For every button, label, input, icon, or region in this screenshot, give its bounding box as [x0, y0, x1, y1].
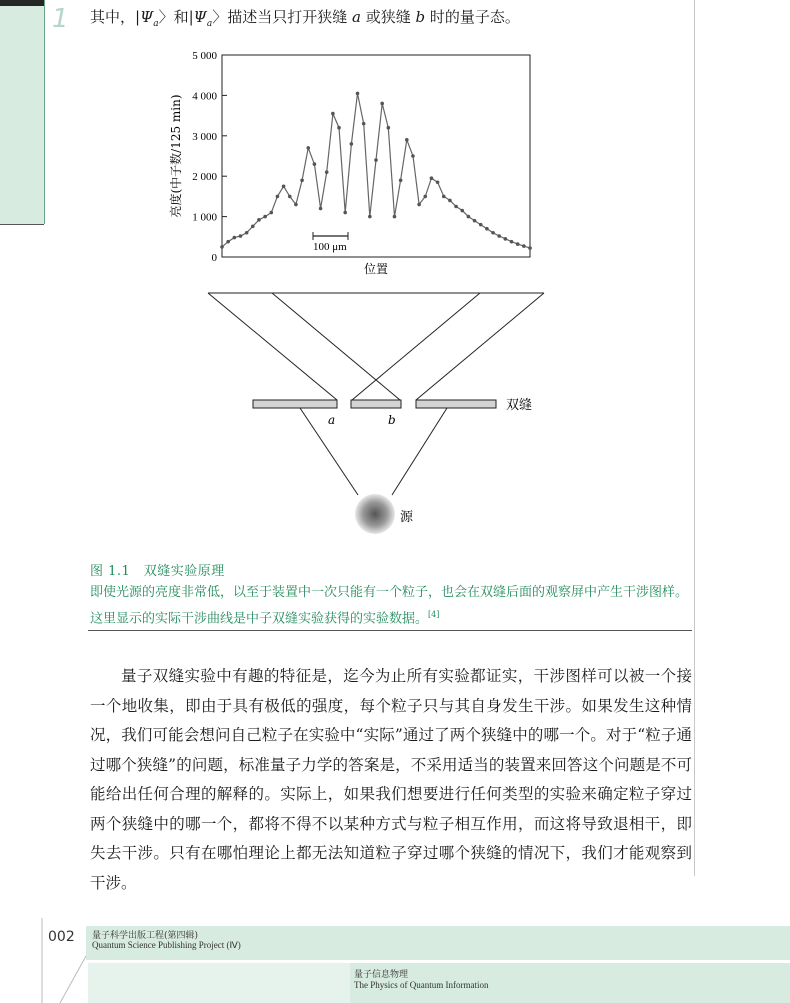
- data-point: [460, 209, 464, 213]
- chapter-marker: 1: [52, 4, 69, 34]
- chapter-title-en: The Physics of Quantum Information: [354, 980, 489, 990]
- slit-plate-left: [253, 400, 337, 408]
- apparatus-diagram: [208, 293, 544, 495]
- data-point: [257, 218, 261, 222]
- series-title-cn: 量子科学出版工程(第四辑): [92, 931, 199, 941]
- y-tick-label: 3 000: [192, 130, 217, 143]
- ray-right-outer: [416, 293, 544, 400]
- y-axis-label: 亮度(中子数/125 min): [169, 94, 183, 218]
- series-title-en: Quantum Science Publishing Project (Ⅳ): [92, 940, 241, 950]
- caption-reference: [4]: [428, 610, 440, 619]
- source-blob: [355, 494, 395, 534]
- chapter-title-cn: 量子信息物理: [354, 970, 409, 980]
- data-point: [276, 195, 280, 199]
- data-point: [510, 240, 514, 244]
- data-point: [319, 207, 323, 211]
- data-point: [393, 215, 397, 219]
- data-point: [374, 158, 378, 162]
- y-tick-label: 4 000: [192, 90, 217, 103]
- y-tick-label: 0: [211, 252, 217, 264]
- data-point: [300, 178, 304, 182]
- data-point: [350, 142, 354, 146]
- data-point: [399, 178, 403, 182]
- data-point: [387, 126, 391, 130]
- data-point: [282, 185, 286, 189]
- data-point: [356, 92, 360, 96]
- slit-b-label: b: [388, 413, 396, 427]
- data-point: [362, 122, 366, 126]
- interference-curve: [222, 93, 530, 248]
- double-slit-label: 双缝: [506, 398, 533, 413]
- data-point: [467, 215, 471, 219]
- data-points: [220, 92, 532, 250]
- data-point: [442, 195, 446, 199]
- slit-plate-middle: [351, 400, 401, 408]
- data-point: [306, 146, 310, 150]
- data-point: [368, 215, 372, 219]
- data-point: [485, 227, 489, 231]
- data-point: [522, 244, 526, 248]
- data-point: [337, 126, 341, 130]
- data-point: [504, 237, 508, 241]
- data-point: [497, 234, 501, 238]
- data-point: [294, 203, 298, 207]
- data-point: [448, 199, 452, 203]
- data-point: [226, 240, 230, 244]
- slit-plate-right: [416, 400, 496, 408]
- data-point: [251, 224, 255, 228]
- footer-separator: [86, 961, 790, 962]
- page-number: 002: [48, 929, 75, 945]
- source-label: 源: [400, 510, 414, 525]
- data-point: [417, 203, 421, 207]
- data-point: [263, 215, 267, 219]
- data-point: [269, 211, 273, 215]
- data-point: [423, 195, 427, 199]
- body-paragraph: 量子双缝实验中有趣的特征是，迄今为止所有实验都证实，干涉图样可以被一个接一个地收集，即由于具有极低的强度，每个粒子只与其自身发生干涉。如果发生这种情况，我们可能会想问自己粒子在实验中“实际”通过了两个狭缝中的哪一个。对于“粒子通过哪个狭缝”的问题，标准量子力学的答案是，不采用适当的装置来回答这个问题是不可能给出任何合理的解释的。实际上，如果我们想要进行任何类型的实验来确定粒子穿过两个狭缝中的哪一个，都将不得不以某种方式与粒子相互作用，而这将导致退相干，即失去干涉。只有在哪怕理论上都无法知道粒子穿过哪个狭缝的情况下，我们才能观察到干涉。: [90, 667, 692, 892]
- data-point: [473, 219, 477, 223]
- data-point: [245, 231, 249, 235]
- data-point: [325, 170, 329, 174]
- data-point: [516, 242, 520, 246]
- data-point: [411, 154, 415, 158]
- data-point: [491, 231, 495, 235]
- data-point: [233, 236, 237, 240]
- data-point: [220, 245, 224, 249]
- data-point: [288, 195, 292, 199]
- data-point: [454, 205, 458, 209]
- interference-chart: [168, 50, 532, 276]
- y-tick-label: 1 000: [192, 211, 217, 224]
- footer-band-bottom-left: [88, 963, 350, 1003]
- ray-left-inner: [272, 293, 400, 400]
- figure-caption-title: 图 1.1 双缝实验原理: [90, 564, 225, 579]
- data-point: [331, 112, 335, 116]
- caption-rule: [88, 630, 692, 631]
- data-point: [380, 102, 384, 106]
- data-point: [239, 234, 243, 238]
- x-axis-label: 位置: [363, 262, 389, 276]
- data-point: [405, 138, 409, 142]
- data-point: [313, 162, 317, 166]
- source-ray-right: [392, 408, 447, 495]
- figure-caption-body: 即使光源的亮度非常低，以至于装置中一次只能有一个粒子，也会在双缝后面的观察屏中产生干涉图样。这里显示的实际干涉曲线是中子双缝实验获得的实验数据。[4]: [90, 585, 689, 627]
- y-tick-label: 2 000: [192, 171, 217, 184]
- scale-bar-label: 100 μm: [313, 241, 347, 253]
- ray-left-outer: [208, 293, 337, 400]
- ray-right-inner: [352, 293, 480, 400]
- slit-a-label: a: [328, 413, 336, 427]
- data-point: [479, 223, 483, 227]
- y-tick-label: 5 000: [192, 50, 217, 62]
- data-point: [528, 246, 532, 250]
- data-point: [436, 180, 440, 184]
- intro-sentence: 其中，$|\Psi_a$〉和$|\Psi_a$〉描述当只打开狭缝 a 或狭缝 b 时的量子态。: [90, 8, 520, 29]
- data-point: [343, 211, 347, 215]
- data-point: [430, 176, 434, 180]
